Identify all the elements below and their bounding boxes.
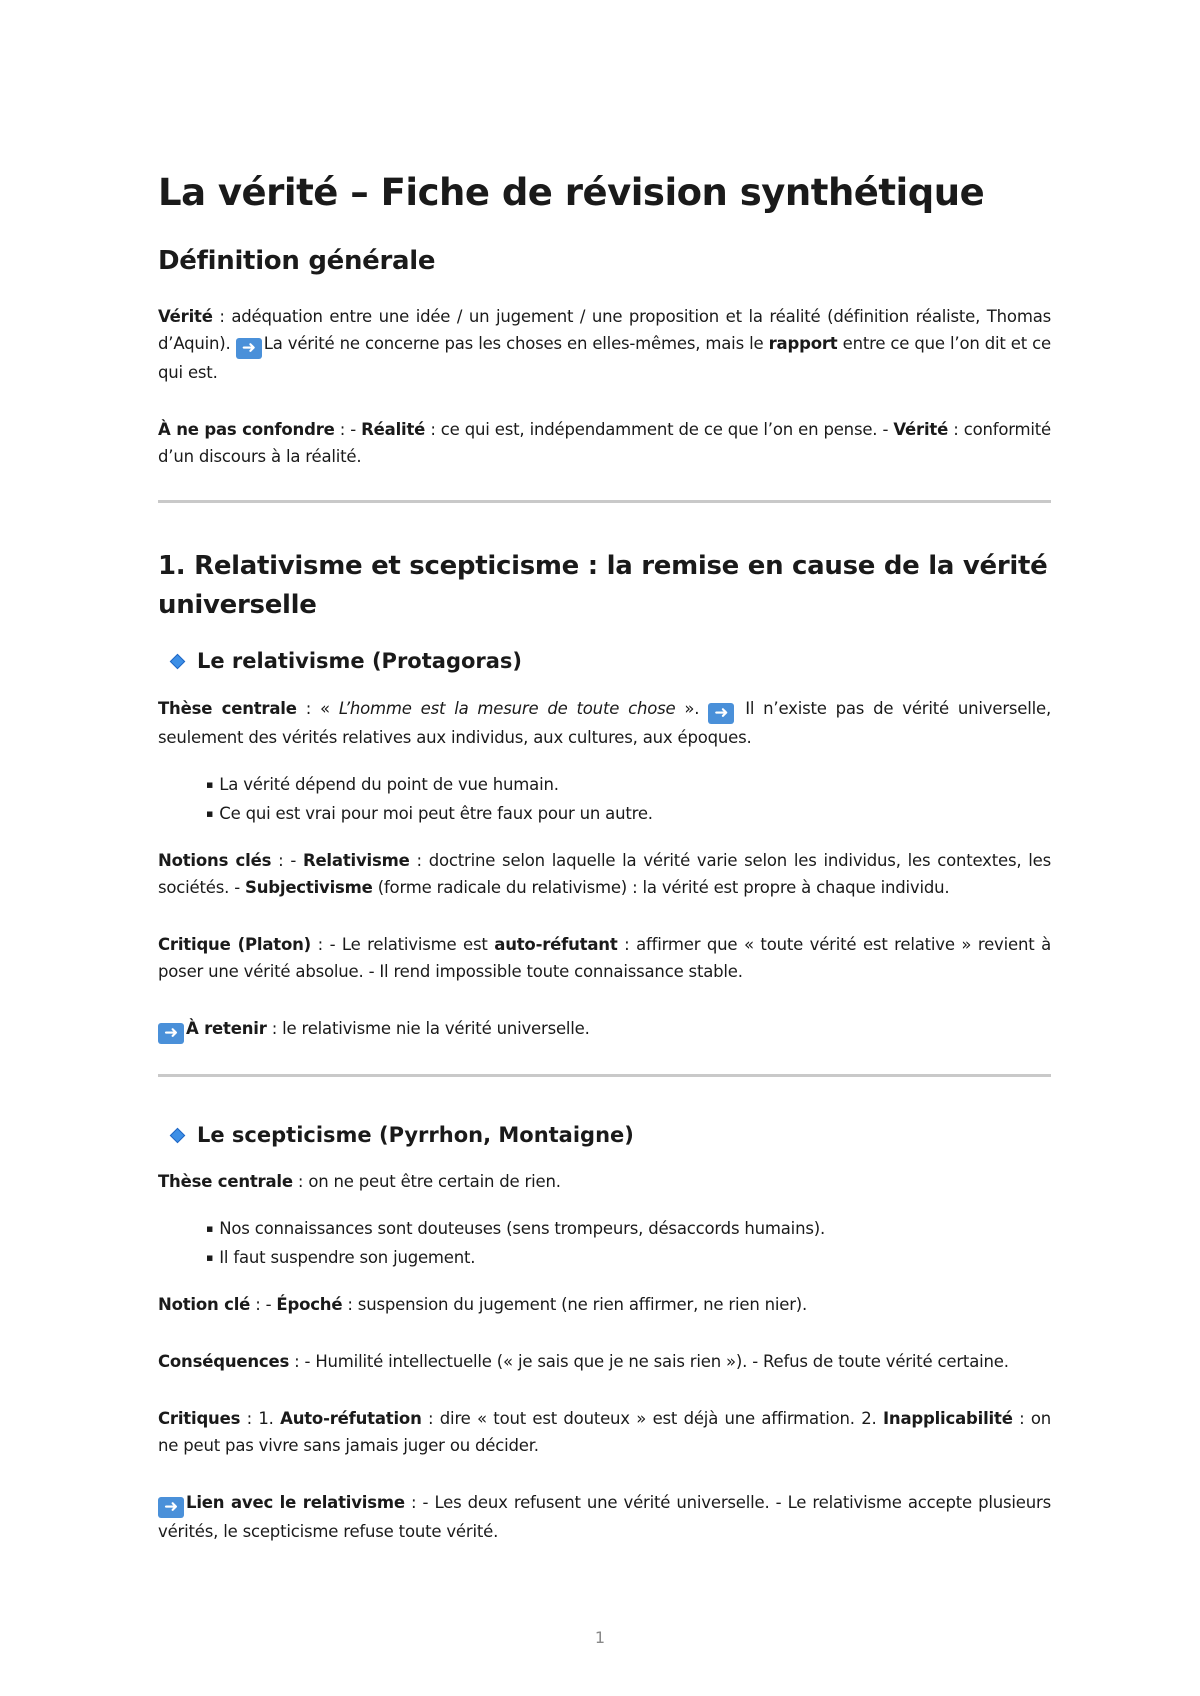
document-page [158, 170, 1051, 1575]
right-arrow-icon: ➜ [236, 338, 262, 359]
relativism-heading: Le relativisme (Protagoras) [172, 647, 1051, 676]
blue-diamond-icon [170, 654, 186, 670]
right-arrow-icon: ➜ [708, 703, 734, 724]
scepticism-bullets [158, 1215, 1051, 1273]
section-divider [158, 500, 1051, 503]
section-divider [158, 1074, 1051, 1077]
distinction-paragraph: À ne pas confondre : - Réalité : ce qui est, indépendamment de ce que l’on en pense. - Vérité : conformité d’un discours à la réalité. [158, 420, 1052, 467]
page-number: 1 [594, 1628, 606, 1647]
scepticism-thesis: Thèse centrale : on ne peut être certain de rien. [158, 1172, 561, 1192]
list-item: ▪ Nos connaissances sont douteuses (sens trompeurs, désaccords humains). [206, 1215, 1051, 1244]
scepticism-critiques: Critiques : 1. Auto-réfutation : dire « tout est douteux » est déjà une affirmation. 2. Inapplicabilité : on ne peut pas vivre sans jamais juger ou décider. [158, 1409, 1051, 1456]
right-arrow-icon: ➜ [158, 1497, 184, 1518]
right-arrow-icon: ➜ [158, 1023, 184, 1044]
scepticism-consequences: Conséquences : - Humilité intellectuelle (« je sais que je ne sais rien »). - Refus de toute vérité certaine. [158, 1352, 1009, 1372]
section1-heading: 1. Relativisme et scepticisme : la remise en cause de la vérité universelle [158, 551, 1048, 621]
relativism-notions: Notions clés : - Relativisme : doctrine selon laquelle la vérité varie selon les individus, les contextes, les sociétés. - Subjectivisme (forme radicale du relativisme) : la vérité est propre à chaque individu. [158, 850, 1051, 897]
blue-diamond-icon [170, 1128, 186, 1144]
scepticism-notion: Notion clé : - Époché : suspension du jugement (ne rien affirmer, ne rien nier). [158, 1295, 808, 1315]
list-item: ▪ Il faut suspendre son jugement. [206, 1244, 1051, 1273]
relativism-retain: ➜ À retenir : le relativisme nie la vérité universelle. [158, 1015, 1051, 1044]
relativism-bullets [158, 771, 1051, 829]
scepticism-link: ➜ Lien avec le relativisme : - Les deux refusent une vérité universelle. - Le relativisme accepte plusieurs vérités, le scepticisme refuse toute vérité. [158, 1493, 1051, 1542]
list-item: ▪ La vérité dépend du point de vue humain. [206, 771, 1051, 800]
definition-heading: Définition générale [158, 246, 436, 277]
relativism-thesis: Thèse centrale : « L’homme est la mesure de toute chose ». ➜ Il n’existe pas de vérité universelle, seulement des vérités relatives aux individus, aux cultures, aux époques. [158, 698, 1052, 747]
relativism-critique: Critique (Platon) : - Le relativisme est auto-réfutant : affirmer que « toute vérité est relative » revient à poser une vérité absolue. - Il rend impossible toute connaissance stable. [158, 934, 1051, 981]
document-title: La vérité – Fiche de révision synthétique [158, 171, 985, 214]
list-item: ▪ Ce qui est vrai pour moi peut être faux pour un autre. [206, 800, 1051, 829]
scepticism-heading: Le scepticisme (Pyrrhon, Montaigne) [172, 1121, 1051, 1150]
definition-paragraph: Vérité : adéquation entre une idée / un jugement / une proposition et la réalité (définition réaliste, Thomas d’Aquin). ➜ La vérité ne concerne pas les choses en elles-mêmes, mais le rapport entre ce que l’on dit et ce qui est. [158, 307, 1052, 383]
term-verite: Vérité [158, 307, 213, 327]
